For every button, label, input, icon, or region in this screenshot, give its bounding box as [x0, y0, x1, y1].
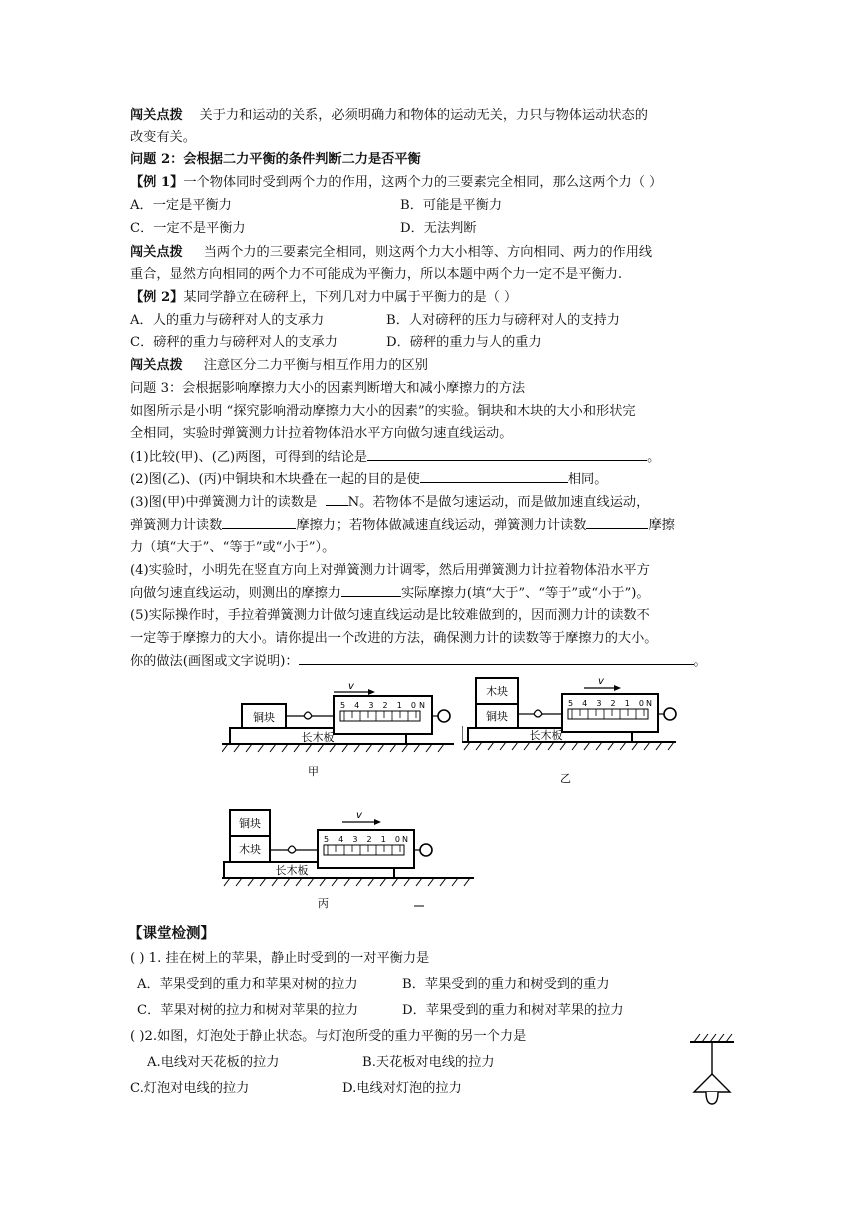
option-a: A．苹果受到的重力和苹果对树的拉力	[137, 977, 358, 992]
question-text: 摩擦力；若物体做减速直线运动，弹簧测力计读数	[296, 518, 587, 533]
board-label: 长木板	[529, 729, 563, 742]
scale-unit: N	[646, 699, 652, 708]
answer-blank[interactable]	[326, 493, 348, 506]
question-text: 。	[647, 450, 661, 465]
scale-numbers: 5 4 3 2 1 0	[324, 835, 400, 844]
tip-text-cont: 改变有关。	[130, 130, 196, 145]
scale-numbers: 5 4 3 2 1 0	[340, 701, 416, 710]
figure-bing	[222, 800, 482, 914]
problem-2-title: 问题 2：会根据二力平衡的条件判断二力是否平衡	[130, 152, 421, 167]
question-4: (4)实验时，小明先在竖直方向上对弹簧测力计调零，然后用弹簧测力计拉着物体沿水平方	[130, 563, 650, 578]
ring-icon	[420, 844, 432, 856]
problem-3-intro-cont: 全相同，实验时弹簧测力计拉着物体沿水平方向做匀速直线运动。	[130, 426, 513, 441]
option-c: C．磅秤的重力与磅秤对人的支承力	[130, 335, 338, 350]
figure-jia	[222, 680, 454, 784]
question-text: (3)图(甲)中弹簧测力计的读数是	[130, 495, 322, 510]
tip-text-cont: 重合，显然方向相同的两个力不可能成为平衡力，所以本题中两个力一定不是平衡力.	[130, 267, 623, 282]
answer-blank[interactable]	[586, 516, 648, 529]
hanging-lamp-figure	[684, 1030, 740, 1114]
copper-block-label: 铜块	[486, 710, 508, 723]
tip-text: 当两个力的三要素完全相同，则这两个力大小相等、方向相同、两力的作用线	[203, 245, 653, 260]
check-question-1: ( ) 1. 挂在树上的苹果，静止时受到的一对平衡力是	[130, 951, 430, 966]
problem-3-intro: 如图所示是小明 “探究影响滑动摩擦力大小的因素”的实验。铜块和木块的大小和形状完	[130, 404, 636, 419]
tip-line	[130, 357, 428, 375]
option-d: D．磅秤的重力与人的重力	[386, 335, 542, 350]
tip-label: 闯关点拨	[130, 245, 183, 260]
option-a: A.电线对天花板的拉力	[147, 1055, 280, 1070]
example-label: 【例 1】	[130, 175, 184, 190]
copper-block-label: 铜块	[239, 817, 261, 830]
ground-hatch	[222, 744, 444, 752]
tip-text: 关于力和运动的关系，必须明确力和物体的运动无关，力只与物体运动状态的	[199, 108, 648, 123]
tip-line	[130, 244, 652, 262]
scale-numbers: 5 4 3 2 1 0	[568, 699, 644, 708]
figure-yi	[462, 674, 682, 790]
ring-icon	[664, 708, 676, 720]
bulb-icon	[706, 1092, 718, 1104]
board-label: 长木板	[301, 731, 335, 744]
arrow-right-icon	[614, 685, 621, 691]
option-c: C.灯泡对电线的拉力	[130, 1081, 250, 1096]
example-label: 【例 2】	[130, 290, 184, 305]
question-text: 你的做法(画图或文字说明)：	[130, 654, 299, 669]
option-a: A．人的重力与磅秤对人的支承力	[130, 313, 325, 328]
hook-icon	[534, 710, 542, 717]
question-text: 弹簧测力计读数	[130, 518, 223, 533]
option-d: D．苹果受到的重力和树对苹果的拉力	[402, 1003, 624, 1018]
question-text: 向做匀速直线运动，则测出的摩擦力	[130, 586, 341, 601]
option-b: B．人对磅秤的压力与磅秤对人的支持力	[386, 313, 620, 328]
hook-icon	[288, 846, 296, 853]
question-5-cont: 一定等于摩擦力的大小。请你提出一个改进的方法，确保测力计的读数等于摩擦力的大小。	[130, 631, 658, 646]
question-4-cont	[130, 584, 650, 603]
lampshade-icon	[694, 1074, 730, 1092]
check-question-2: ( )2.如图，灯泡处于静止状态。与灯泡所受的重力平衡的另一个力是	[130, 1029, 527, 1044]
hook-icon	[304, 712, 312, 719]
answer-blank[interactable]	[341, 584, 401, 597]
question-text: (2)图(乙)、(丙)中铜块和木块叠在一起的目的是使	[130, 472, 420, 487]
question-text: 摩擦	[648, 518, 675, 533]
option-d: D．无法判断	[400, 221, 477, 236]
ground-hatch	[464, 742, 674, 750]
question-text: 实际摩擦力(填“大于”、“等于”或“小于”)。	[401, 586, 650, 601]
option-d: D.电线对灯泡的拉力	[342, 1081, 462, 1096]
option-a: A．一定是平衡力	[130, 198, 232, 213]
question-text: 某同学静立在磅秤上，下列几对力中属于平衡力的是（ ）	[183, 290, 518, 305]
answer-blank[interactable]	[222, 516, 296, 529]
question-5-cont	[130, 652, 707, 671]
figure-caption: 丙	[318, 897, 329, 910]
figure-caption: 甲	[308, 765, 319, 778]
ring-icon	[438, 710, 450, 722]
option-c: C．一定不是平衡力	[130, 221, 246, 236]
question-3	[130, 493, 649, 512]
scale-unit: N	[402, 835, 408, 844]
example-2-question	[130, 289, 517, 307]
answer-blank[interactable]	[420, 470, 568, 483]
question-5: (5)实际操作时，手拉着弹簧测力计做匀速直线运动是比较难做到的，因而测力计的读数不	[130, 608, 650, 623]
section-header: 【课堂检测】	[128, 925, 215, 942]
question-text: 一个物体同时受到两个力的作用，这两个力的三要素完全相同，那么这两个力（ ）	[183, 175, 663, 190]
option-b: B．苹果受到的重力和树受到的重力	[402, 977, 610, 992]
wood-block-label: 木块	[486, 685, 508, 698]
question-2	[130, 470, 607, 489]
question-1	[130, 448, 660, 467]
arrow-right-icon	[374, 819, 381, 825]
copper-block-label: 铜块	[253, 711, 275, 724]
tip-line	[130, 107, 648, 125]
question-text: 相同。	[567, 472, 608, 487]
scale-unit: N	[419, 701, 425, 710]
velocity-label: v	[348, 681, 354, 692]
figure-caption: 乙	[560, 772, 571, 785]
tip-label: 闯关点拨	[130, 108, 183, 123]
question-text: 。	[693, 654, 707, 669]
board-label: 长木板	[275, 864, 309, 877]
question-text: (1)比较(甲)、(乙)两图，可得到的结论是	[130, 450, 368, 465]
option-b: B.天花板对电线的拉力	[362, 1055, 495, 1070]
answer-blank[interactable]	[299, 652, 694, 665]
velocity-label: v	[356, 810, 362, 821]
option-c: C．苹果对树的拉力和树对苹果的拉力	[137, 1003, 359, 1018]
example-1-question	[130, 174, 662, 192]
question-3-cont: 力（填“大于”、“等于”或“小于”）。	[130, 540, 336, 555]
problem-3-title: 问题 3：会根据影响摩擦力大小的因素判断增大和减小摩擦力的方法	[130, 381, 526, 396]
option-b: B．可能是平衡力	[400, 198, 503, 213]
ceiling-hatch	[694, 1034, 732, 1042]
tip-label: 闯关点拨	[130, 358, 183, 373]
tip-text: 注意区分二力平衡与相互作用力的区别	[203, 358, 428, 373]
velocity-label: v	[598, 676, 604, 687]
wood-block-label: 木块	[239, 843, 261, 856]
ground-hatch	[224, 878, 470, 886]
arrow-right-icon	[368, 689, 375, 695]
question-3-cont	[130, 516, 675, 535]
question-text: N。若物体不是做匀速运动，而是做加速直线运动，	[347, 495, 650, 510]
answer-blank[interactable]	[367, 448, 647, 461]
